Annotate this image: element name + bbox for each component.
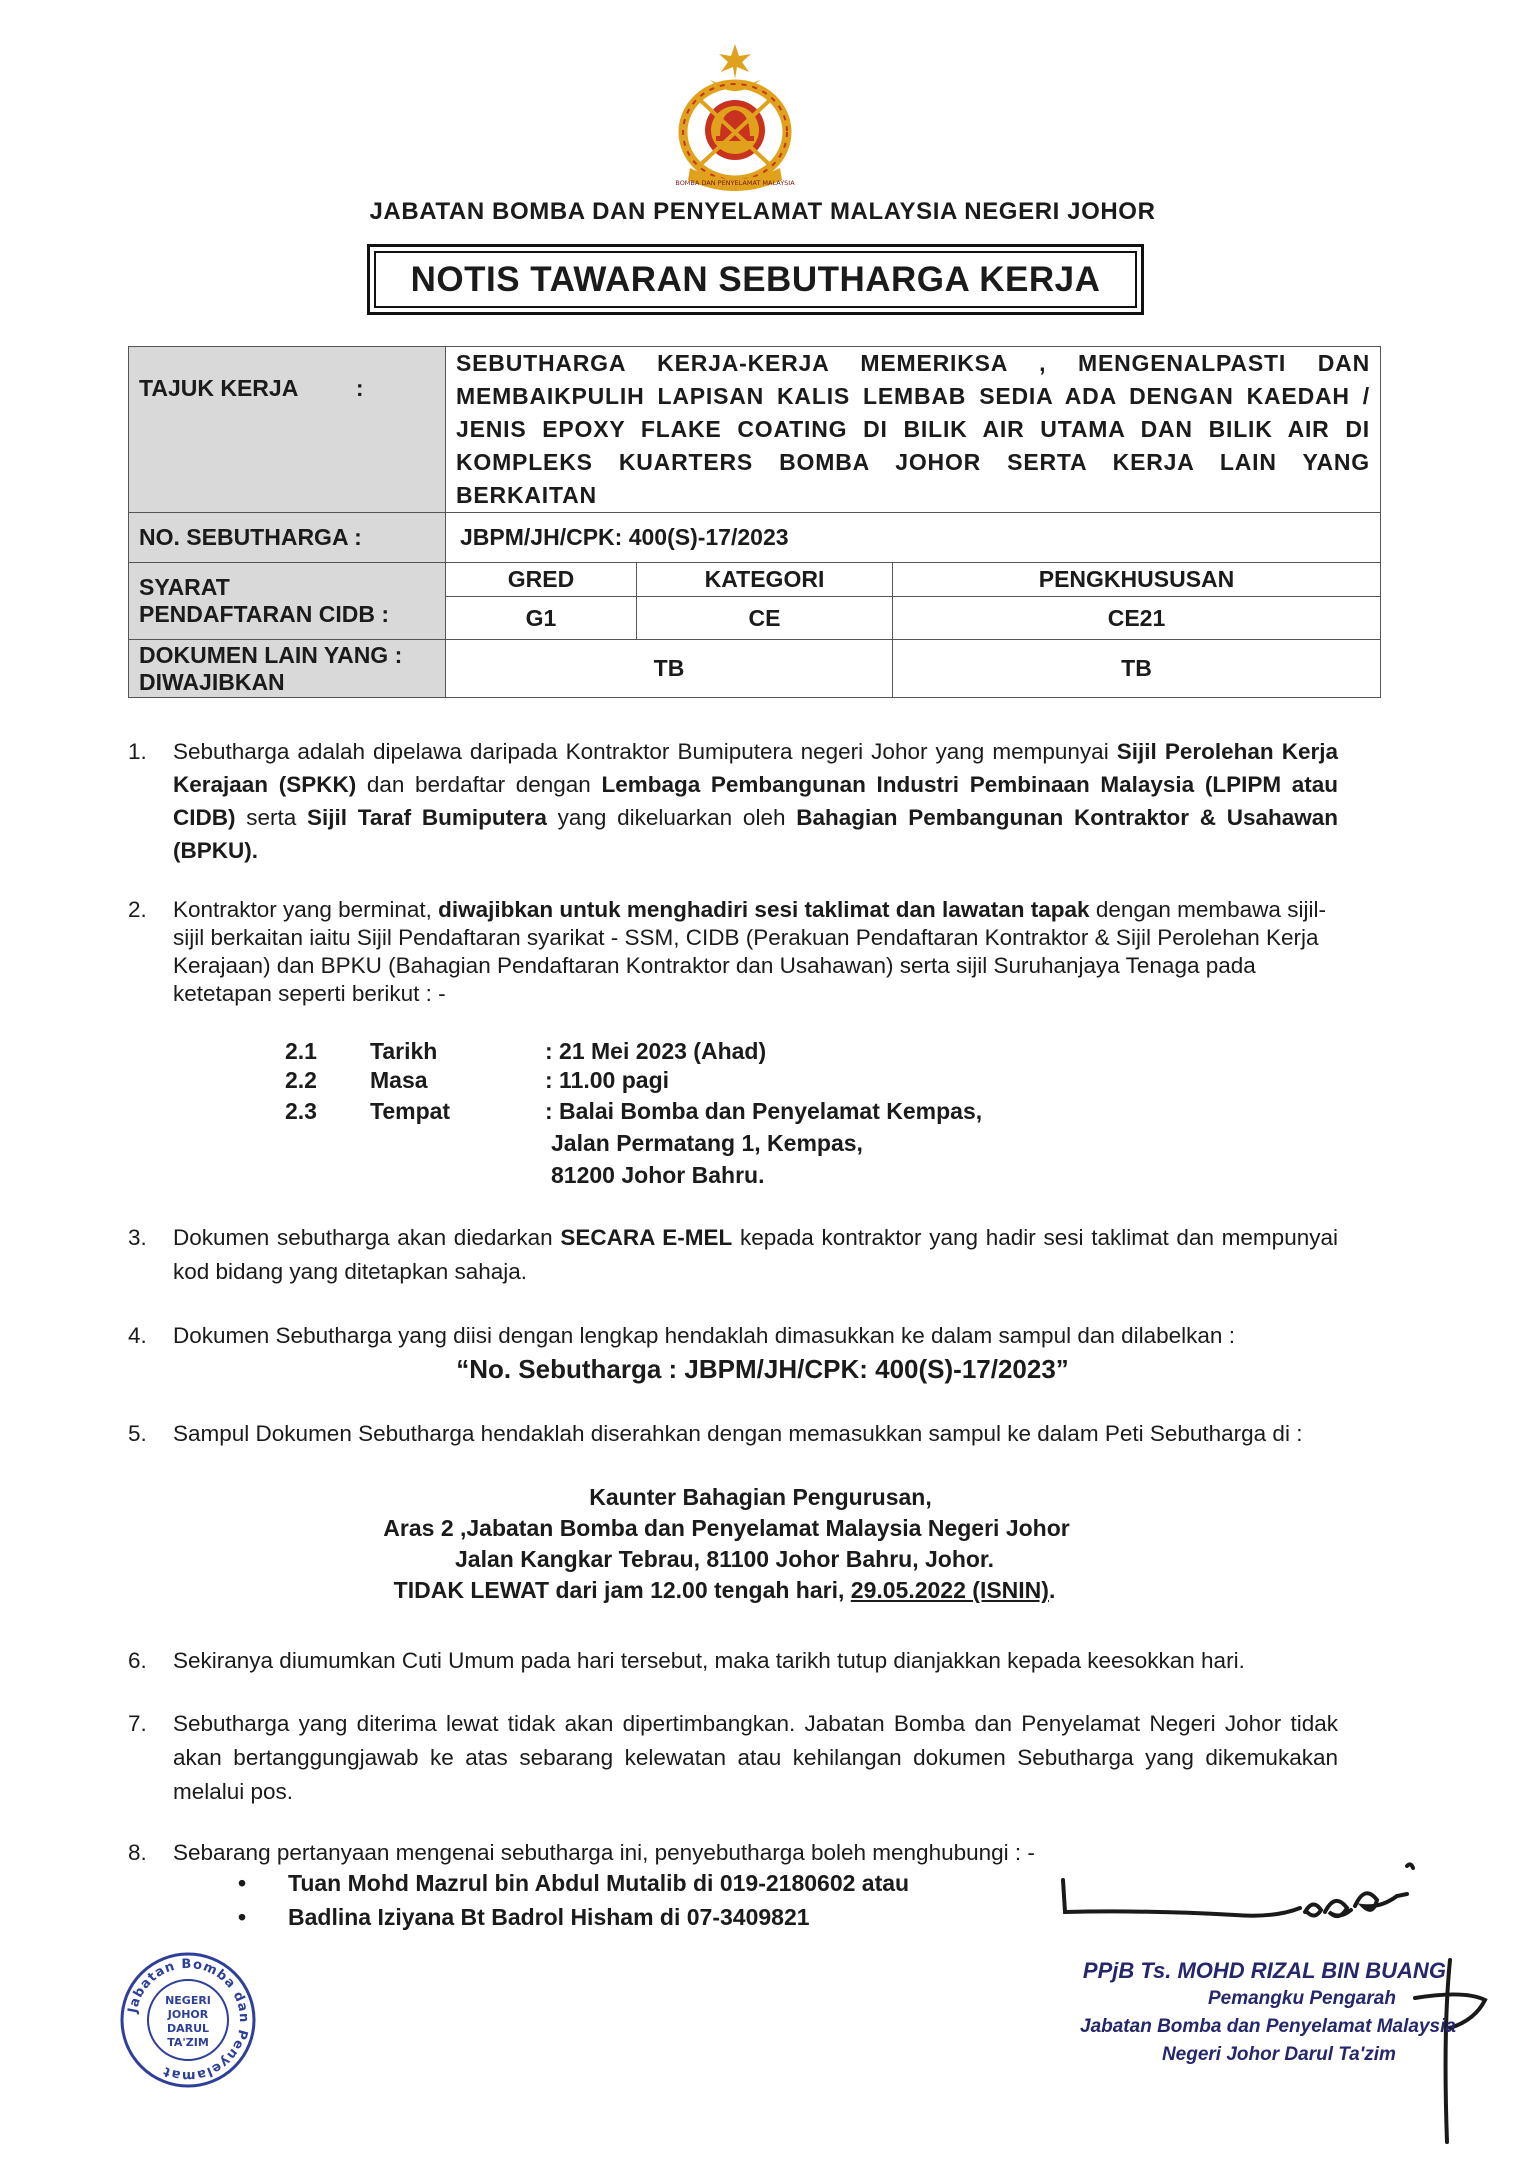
tajuk-kerja-value: SEBUTHARGA KERJA-KERJA MEMERIKSA , MENGENALPASTI DAN MEMBAIKPULIH LAPISAN KALIS LEMBAB SEDIA ADA DENGAN KAEDAH / JENIS EPOXY FLAKE COATING DI BILIK AIR UTAMA DAN BILIK AIR DI KOMPLEKS KUARTERS BOMBA JOHOR SERTA KERJA LAIN YANG BERKAITAN: [446, 347, 1381, 513]
signatory-department: Jabatan Bomba dan Penyelamat Malaysia: [1080, 2016, 1456, 2037]
stamp-center-line: DARUL: [166, 2022, 210, 2035]
tender-info-table: [128, 346, 1381, 698]
submission-address-line: Aras 2 ,Jabatan Bomba dan Penyelamat Malaysia Negeri Johor: [383, 1515, 1070, 1541]
col-header-gred: GRED: [446, 563, 637, 597]
tajuk-kerja-label-text: TAJUK KERJA: [139, 375, 298, 401]
organization-name: JABATAN BOMBA DAN PENYELAMAT MALAYSIA NEGERI JOHOR: [369, 198, 1156, 225]
signatory-name: PPjB Ts. MOHD RIZAL BIN BUANG: [1082, 1958, 1446, 1983]
paragraph-number: 5.: [128, 1421, 147, 1446]
notice-title-box: [367, 244, 1144, 315]
crest-ribbon-text: BOMBA DAN PENYELAMAT MALAYSIA: [675, 179, 795, 187]
paragraph-number: 2.: [128, 897, 147, 922]
stamp-ring-path-text: Jabatan Bomba dan Penyelamat: [125, 1956, 252, 2084]
contact-item: [238, 1904, 810, 1931]
schedule-value: : 11.00 pagi: [545, 1067, 670, 1093]
paragraph-1: [128, 735, 1338, 867]
text-run: serta: [235, 805, 307, 830]
no-sebutharga-label: NO. SEBUTHARGA :: [129, 513, 446, 563]
paragraph-text: Sampul Dokumen Sebutharga hendaklah diserahkan dengan memasukkan sampul ke dalam Peti Sebutharga di :: [173, 1421, 1303, 1446]
text-run: dengan membawa sijil-sijil berkaitan iaitu Sijil Pendaftaran syarikat - SSM, CIDB (Perakuan Pendaftaran Kontraktor & Sijil Perolehan Kerja Kerajaan) dan BPKU (Bahagian Pendaftaran Kontraktor dan Usahawan) serta sijil Suruhanjaya Tenaga pada ketetapan seperti berikut : -: [173, 897, 1326, 1006]
deadline-text: TIDAK LEWAT dari jam 12.00 tengah hari,: [393, 1577, 851, 1603]
syarat-cidb-label: [129, 563, 446, 640]
paragraph-3: [128, 1221, 1338, 1289]
schedule-key: Masa: [370, 1067, 428, 1093]
dokumen-lain-label-line1: DOKUMEN LAIN YANG :: [139, 641, 403, 668]
schedule-number: 2.2: [285, 1067, 317, 1093]
paragraph-number: 8.: [128, 1840, 147, 1865]
paragraph-text: [173, 1221, 1338, 1289]
paragraph-7: [128, 1707, 1338, 1809]
stamp-center-line: JOHOR: [167, 2008, 209, 2021]
text-run: Kontraktor yang berminat,: [173, 897, 439, 922]
bold-run: Lembaga Pembangunan Industri Pembinaan Malaysia (LPIPM atau CIDB): [173, 772, 1338, 830]
stamp-center-line: NEGERI: [165, 1994, 211, 2007]
paragraph-text: Sebarang pertanyaan mengenai sebutharga ini, penyebutharga boleh menghubungi : -: [173, 1840, 1035, 1865]
text-run: dan berdaftar dengan: [356, 772, 602, 797]
cell-pengkhususan: CE21: [893, 597, 1381, 640]
paragraph-number: 7.: [128, 1711, 147, 1736]
deadline-period: .: [1048, 1577, 1056, 1603]
contact-text: Tuan Mohd Mazrul bin Abdul Mutalib di 019-2180602 atau: [288, 1870, 910, 1896]
paragraph-text: [173, 896, 1338, 1008]
text-run: Dokumen sebutharga akan diedarkan: [173, 1225, 561, 1250]
paragraph-number: 6.: [128, 1648, 147, 1673]
schedule-key: Tarikh: [370, 1038, 438, 1064]
cell-dokumen-1: TB: [446, 640, 893, 698]
official-stamp: [118, 1950, 258, 2090]
signature-block: [1080, 1957, 1456, 2069]
address-line: Jalan Permatang 1, Kempas,: [551, 1130, 863, 1156]
bold-run: SECARA E-MEL: [560, 1225, 733, 1250]
notice-title: NOTIS TAWARAN SEBUTHARGA KERJA: [374, 251, 1137, 308]
schedule-value: : Balai Bomba dan Penyelamat Kempas,: [545, 1098, 983, 1124]
signatory-place: Negeri Johor Darul Ta'zim: [1161, 2044, 1396, 2065]
schedule-number: 2.3: [285, 1098, 317, 1124]
paragraph-text: Sekiranya diumumkan Cuti Umum pada hari tersebut, maka tarikh tutup dianjakkan kepada keesokkan hari.: [173, 1648, 1245, 1673]
syarat-cidb-label-line2: PENDAFTARAN CIDB :: [139, 601, 390, 627]
text-run: Sebutharga adalah dipelawa daripada Kontraktor Bumiputera negeri Johor yang mempunyai: [173, 739, 1117, 764]
paragraph-text: Dokumen Sebutharga yang diisi dengan lengkap hendaklah dimasukkan ke dalam sampul dan dilabelkan :: [173, 1323, 1235, 1348]
submission-address-line: Kaunter Bahagian Pengurusan,: [589, 1484, 932, 1510]
bold-run: diwajibkan untuk menghadiri sesi taklimat dan lawatan tapak: [438, 897, 1090, 922]
cell-gred: G1: [446, 597, 637, 640]
deadline-date: 29.05.2022 (ISNIN): [850, 1577, 1049, 1603]
paragraph-text: Sebutharga yang diterima lewat tidak akan dipertimbangkan. Jabatan Bomba dan Penyelamat Negeri Johor tidak akan bertanggungjawab ke atas sebarang kelewatan atau kehilangan dokumen Sebutharga yang dikemukakan melalui pos.: [173, 1711, 1338, 1804]
col-header-kategori: KATEGORI: [637, 563, 893, 597]
envelope-label: “No. Sebutharga : JBPM/JH/CPK: 400(S)-17/2023”: [456, 1354, 1069, 1384]
bold-run: Sijil Perolehan Kerja Kerajaan (SPKK): [173, 739, 1338, 797]
dokumen-lain-label: [129, 640, 446, 698]
address-line: 81200 Johor Bahru.: [551, 1162, 765, 1188]
paragraph-2: [128, 896, 1338, 1008]
paragraph-number: 4.: [128, 1323, 147, 1348]
bullet-dot: •: [238, 1904, 247, 1930]
syarat-cidb-label-line1: SYARAT: [139, 574, 230, 600]
bullet-dot: •: [238, 1870, 247, 1896]
contact-item: [238, 1870, 910, 1897]
paragraph-6: [128, 1644, 1338, 1677]
paragraph-text: [173, 735, 1338, 867]
dokumen-lain-label-line2: DIWAJIBKAN: [139, 668, 285, 695]
text-run: kepada kontraktor yang hadir sesi taklimat dan mempunyai kod bidang yang ditetapkan sahaja.: [173, 1225, 1338, 1284]
cell-dokumen-2: TB: [893, 640, 1381, 698]
schedule-value: : 21 Mei 2023 (Ahad): [545, 1038, 767, 1064]
contact-text: Badlina Iziyana Bt Badrol Hisham di 07-3409821: [288, 1904, 810, 1930]
stamp-center-line: TA'ZIM: [167, 2036, 209, 2049]
tajuk-kerja-colon: :: [355, 375, 364, 401]
submission-deadline: [0, 1577, 1487, 1604]
bold-run: Bahagian Pembangunan Kontraktor & Usahawan (BPKU).: [173, 805, 1339, 863]
no-sebutharga-value: JBPM/JH/CPK: 400(S)-17/2023: [446, 513, 1381, 563]
paragraph-number: 3.: [128, 1225, 147, 1250]
submission-address-line: Jalan Kangkar Tebrau, 81100 Johor Bahru, Johor.: [455, 1546, 994, 1572]
paragraph-5: [128, 1417, 1338, 1450]
schedule-key: Tempat: [370, 1098, 451, 1124]
bomba-crest-logo: [670, 40, 800, 200]
paragraph-number: 1.: [128, 739, 147, 764]
text-run: yang dikeluarkan oleh: [546, 805, 797, 830]
schedule-number: 2.1: [285, 1038, 317, 1064]
cell-kategori: CE: [637, 597, 893, 640]
paragraph-4: [128, 1319, 1338, 1352]
signatory-title: Pemangku Pengarah: [1207, 1988, 1396, 2009]
tajuk-kerja-label: [129, 347, 446, 513]
col-header-pengkhususan: PENGKHUSUSAN: [893, 563, 1381, 597]
bold-run: Sijil Taraf Bumiputera: [307, 805, 547, 830]
